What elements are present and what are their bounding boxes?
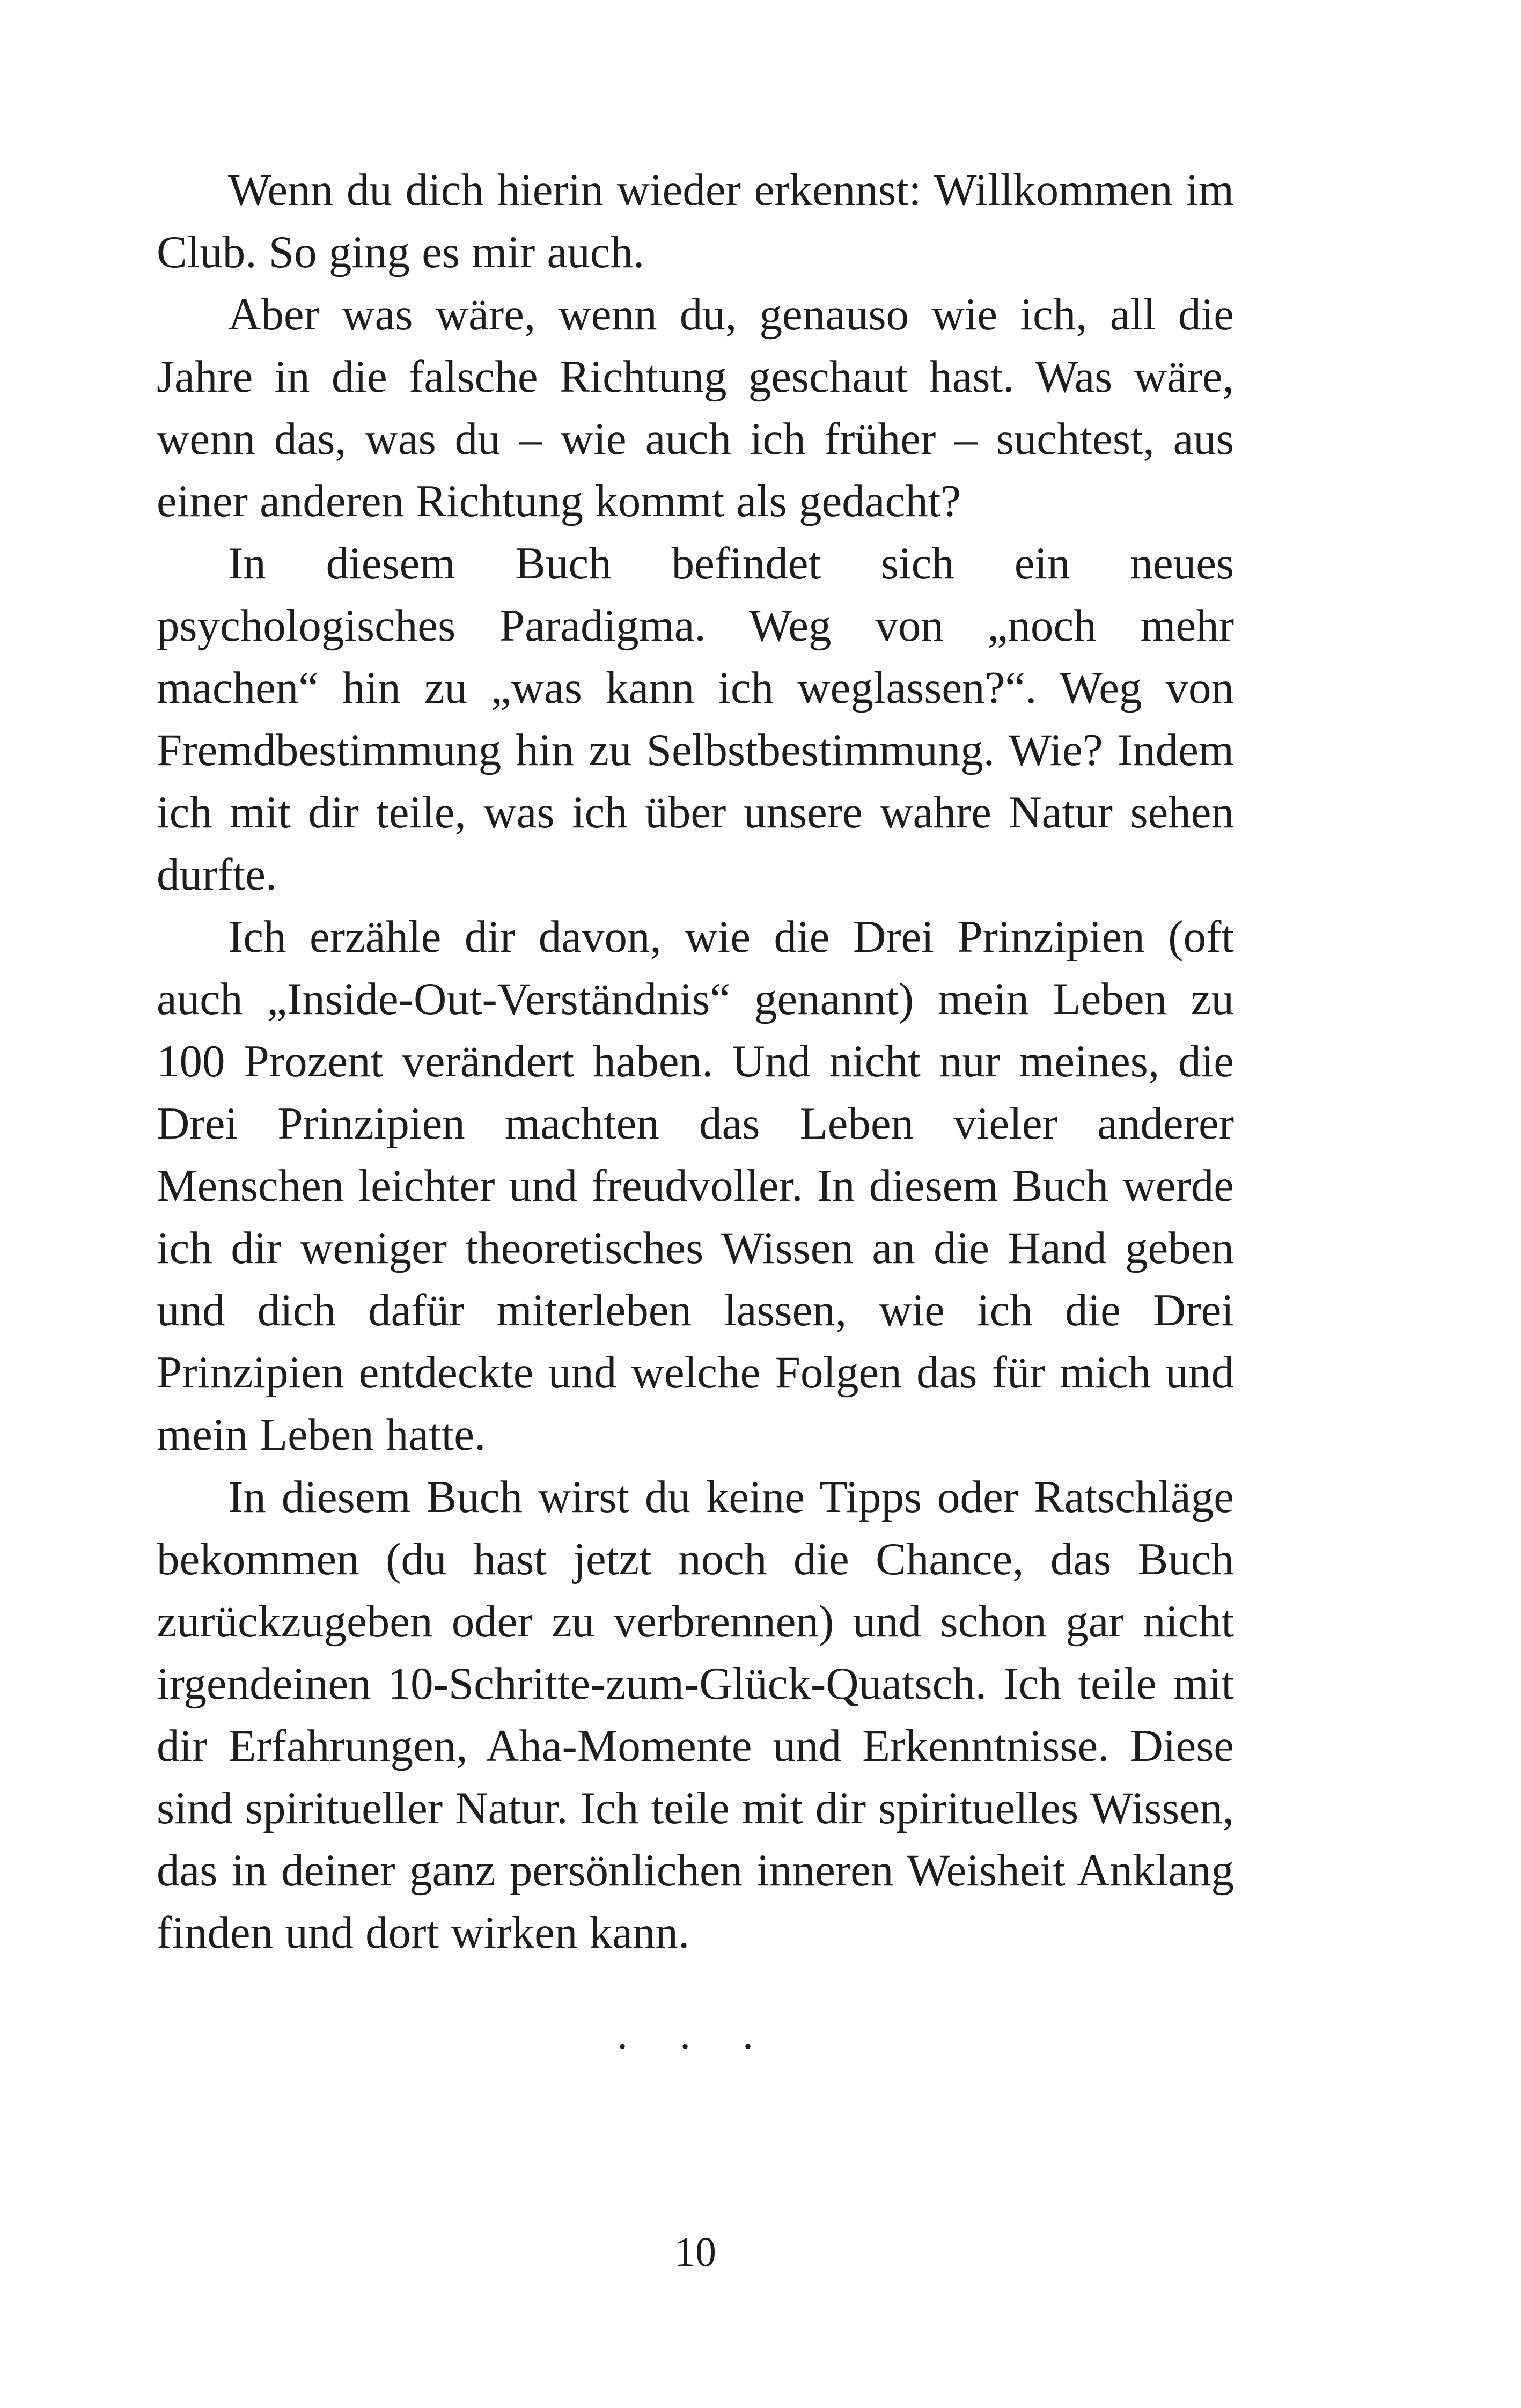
paragraph: Wenn du dich hierin wieder erkennst: Willkommen im Club. So ging es mir auch. <box>157 165 1234 277</box>
page-text <box>157 159 1234 2056</box>
page-number: 10 <box>674 2228 716 2275</box>
paragraph: In diesem Buch befindet sich ein neues psychologisches Paradigma. Weg von „noch mehr machen“ hin zu „was kann ich weglassen?“. Weg von Fremdbestimmung hin zu Selbstbestimmung. Wie? Indem ich mit dir teile, was ich über unsere wahre Natur sehen durfte. <box>157 538 1234 900</box>
paragraph: Aber was wäre, wenn du, genauso wie ich, all die Jahre in die falsche Richtung geschaut hast. Was wäre, wenn das, was du – wie auch ich früher – suchtest, aus einer anderen Richtung kommt als gedacht? <box>157 289 1234 526</box>
paragraph: In diesem Buch wirst du keine Tipps oder Ratschläge bekommen (du hast jetzt noch die Chance, das Buch zurückzugeben oder zu verbrennen) und schon gar nicht irgendeinen 10-Schritte-zum-Glück-Quatsch. Ich teile mit dir Erfahrungen, Aha-Momente und Erkenntnisse. Diese sind spiritueller Natur. Ich teile mit dir spirituelles Wissen, das in deiner ganz persönlichen inneren Weisheit Anklang finden und dort wirken kann. <box>157 1472 1234 1958</box>
section-separator: . . . <box>617 2011 774 2058</box>
paragraph: Ich erzähle dir davon, wie die Drei Prinzipien (oft auch „Inside-Out-Verständnis“ genannt) mein Leben zu 100 Prozent verändert haben. Und nicht nur meines, die Drei Prinzipien machten das Leben vieler anderer Menschen leichter und freudvoller. In diesem Buch werde ich dir weniger theoretisches Wissen an die Hand geben und dich dafür miterleben lassen, wie ich die Drei Prinzipien entdeckte und welche Folgen das für mich und mein Leben hatte. <box>157 912 1234 1460</box>
